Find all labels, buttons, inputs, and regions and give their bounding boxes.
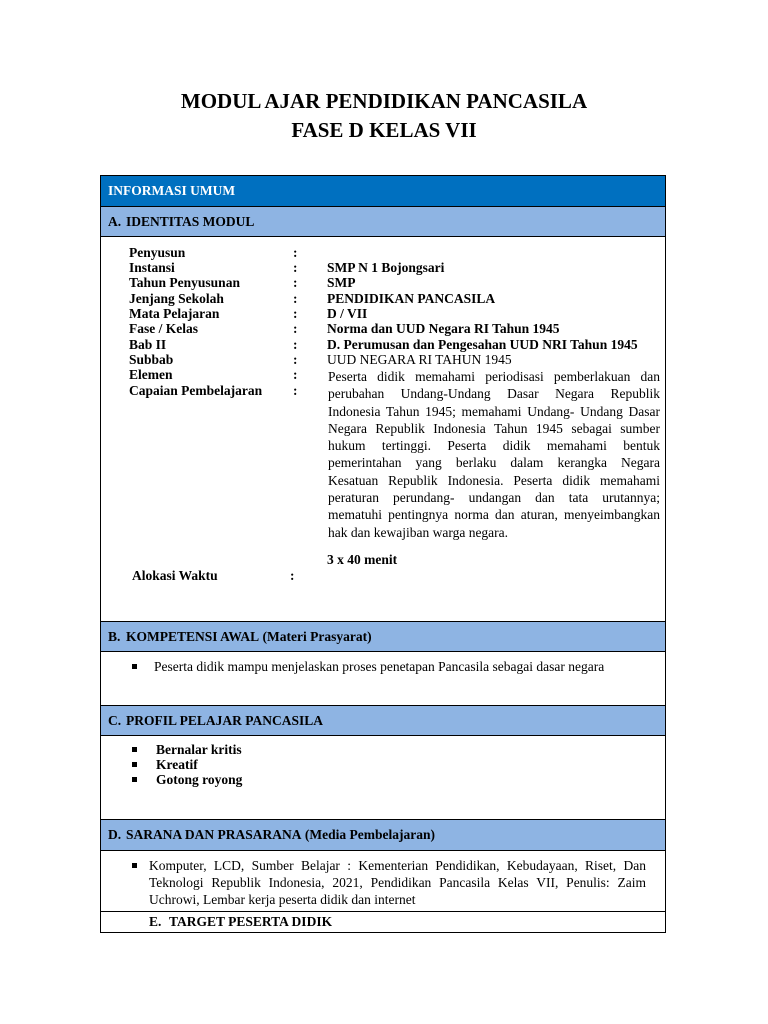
label-jenjang-sekolah: Jenjang Sekolah <box>129 291 224 306</box>
label-alokasi-waktu: Alokasi Waktu <box>132 568 218 583</box>
label-instansi: Instansi <box>129 260 175 275</box>
list-item <box>132 772 242 787</box>
section-e-mark: E. <box>149 914 162 929</box>
section-d-header <box>101 820 665 851</box>
section-b-suffix: (Materi Prasyarat) <box>262 628 372 644</box>
section-a-title: IDENTITAS MODUL <box>126 213 255 229</box>
section-b-header <box>101 622 665 652</box>
section-d-title: SARANA DAN PRASARANA <box>126 827 302 842</box>
sarana-prasarana-body <box>101 851 665 912</box>
list-item-text: Peserta didik mampu menjelaskan proses penetapan Pancasila sebagai dasar negara <box>154 659 605 674</box>
colon: : <box>293 245 298 260</box>
list-item <box>132 658 660 675</box>
section-d-mark: D. <box>108 827 122 842</box>
list-item <box>132 857 646 908</box>
list-item-text: Kreatif <box>156 757 198 772</box>
informasi-umum-label: INFORMASI UMUM <box>108 183 236 198</box>
colon: : <box>293 291 298 306</box>
section-b-title: KOMPETENSI AWAL <box>126 628 260 644</box>
section-e-title: TARGET PESERTA DIDIK <box>169 914 333 929</box>
value-instansi: SMP N 1 Bojongsari <box>327 260 445 275</box>
label-fase-kelas: Fase / Kelas <box>129 321 198 336</box>
colon: : <box>293 383 298 398</box>
label-capaian: Capaian Pembelajaran <box>129 383 263 398</box>
colon: : <box>293 337 298 352</box>
section-e-header <box>101 912 665 932</box>
page-subtitle: FASE D KELAS VII <box>291 118 477 142</box>
label-penyusun: Penyusun <box>129 245 186 260</box>
identitas-modul-body <box>101 237 665 622</box>
value-jenjang: SMP <box>327 275 356 290</box>
colon: : <box>293 260 298 275</box>
bullet-icon <box>132 762 137 767</box>
label-subbab: Subbab <box>129 352 174 367</box>
label-elemen: Elemen <box>129 367 173 382</box>
section-b-mark: B. <box>108 628 121 644</box>
list-item <box>132 742 242 757</box>
colon: : <box>293 367 298 382</box>
page-title: MODUL AJAR PENDIDIKAN PANCASILA <box>180 89 588 113</box>
bullet-icon <box>132 664 137 669</box>
bullet-icon <box>132 747 137 752</box>
list-item-text: Bernalar kritis <box>156 742 242 757</box>
kompetensi-awal-body <box>101 652 665 706</box>
section-a-mark: A. <box>108 213 122 229</box>
colon: : <box>290 568 295 583</box>
list-item-text: Gotong royong <box>156 772 243 787</box>
bullet-icon <box>132 777 137 782</box>
colon: : <box>293 352 298 367</box>
section-c-mark: C. <box>108 712 122 728</box>
value-subbab: D. Perumusan dan Pengesahan UUD NRI Tahun 1945 <box>327 337 638 352</box>
value-elemen: UUD NEGARA RI TAHUN 1945 <box>327 352 512 367</box>
label-mata-pelajaran: Mata Pelajaran <box>129 306 220 321</box>
informasi-umum-header <box>101 176 665 207</box>
colon: : <box>293 321 298 336</box>
module-table <box>100 175 666 933</box>
profil-pelajar-body <box>101 736 665 820</box>
label-bab: Bab II <box>129 337 167 352</box>
section-a-header <box>101 207 665 237</box>
list-item-text: Komputer, LCD, Sumber Belajar : Kementerian Pendidikan, Kebudayaan, Riset, Dan Teknologi Republik Indonesia, 2021, Pendidikan Pancasila Kelas VII, Penulis: Zaim Uchrowi, Lembar kerja peserta didik dan internet <box>149 858 646 907</box>
capaian-pembelajaran-text: Peserta didik memahami periodisasi pemberlakuan dan perubahan Undang-Undang Dasar Negara Republik Indonesia Tahun 1945; memahami Undang- Undang Dasar Negara Republik Indonesia Tahun 1945 sebagai sumber hukum tertinggi. Peserta didik memahami bentuk pemerintahan yang berlaku dalam kerangka Negara Kesatuan Republik Indonesia. Peserta didik memahami peraturan perundang- undangan dan tata urutannya; mematuhi pentingnya norma dan aturan, menyeimbangkan hak dan kewajiban warga negara. <box>328 369 660 540</box>
value-mapel: PENDIDIKAN PANCASILA <box>327 291 496 306</box>
list-item <box>132 757 198 772</box>
section-d-suffix: (Media Pembelajaran) <box>304 827 435 842</box>
section-c-title: PROFIL PELAJAR PANCASILA <box>126 712 324 728</box>
value-fase-kelas: D / VII <box>327 306 368 321</box>
label-tahun-penyusunan: Tahun Penyusunan <box>129 275 240 290</box>
colon: : <box>293 306 298 321</box>
bullet-icon <box>132 863 137 868</box>
value-alokasi-waktu: 3 x 40 menit <box>327 552 398 567</box>
section-c-header <box>101 706 665 736</box>
value-bab: Norma dan UUD Negara RI Tahun 1945 <box>327 321 560 336</box>
colon: : <box>293 275 298 290</box>
